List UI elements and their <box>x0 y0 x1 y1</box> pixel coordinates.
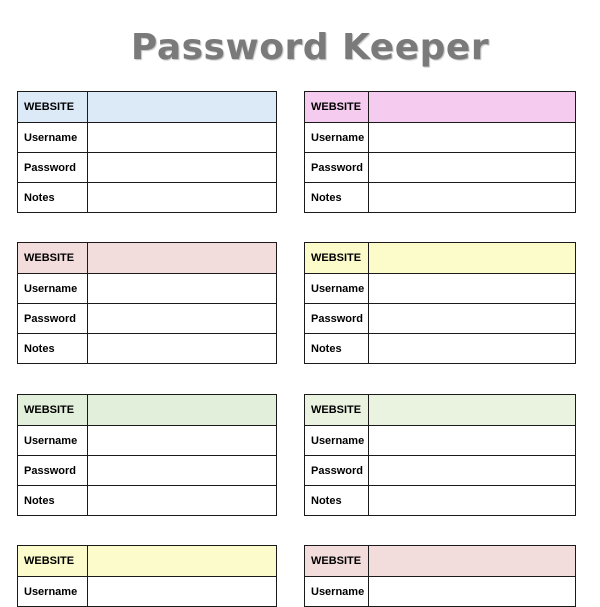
username-row <box>305 273 575 303</box>
password-label: Password <box>305 304 369 333</box>
username-field[interactable] <box>88 123 276 152</box>
website-field[interactable] <box>369 243 575 273</box>
password-field[interactable] <box>88 304 276 333</box>
notes-label: Notes <box>305 486 369 515</box>
website-label: WEBSITE <box>305 546 369 576</box>
username-label: Username <box>18 426 88 455</box>
website-label: WEBSITE <box>18 243 88 273</box>
website-field[interactable] <box>88 546 276 576</box>
username-field[interactable] <box>369 274 575 303</box>
password-field[interactable] <box>369 304 575 333</box>
notes-row <box>305 333 575 363</box>
notes-field[interactable] <box>88 183 276 212</box>
notes-field[interactable] <box>369 486 575 515</box>
website-field[interactable] <box>88 92 276 122</box>
website-row <box>305 92 575 122</box>
website-field[interactable] <box>88 395 276 425</box>
password-row <box>18 303 276 333</box>
username-row <box>305 576 575 606</box>
website-label: WEBSITE <box>305 92 369 122</box>
password-row <box>305 455 575 485</box>
notes-field[interactable] <box>369 183 575 212</box>
password-field[interactable] <box>88 153 276 182</box>
username-label: Username <box>18 274 88 303</box>
username-label: Username <box>305 274 369 303</box>
username-row <box>18 273 276 303</box>
username-label: Username <box>305 577 369 606</box>
password-field[interactable] <box>369 153 575 182</box>
notes-label: Notes <box>18 486 88 515</box>
notes-row <box>305 182 575 212</box>
notes-field[interactable] <box>369 334 575 363</box>
password-entry-card <box>17 242 277 364</box>
website-row <box>305 546 575 576</box>
website-label: WEBSITE <box>305 243 369 273</box>
password-row <box>18 455 276 485</box>
notes-field[interactable] <box>88 486 276 515</box>
password-entry-card <box>304 91 576 213</box>
password-label: Password <box>305 153 369 182</box>
website-row <box>18 395 276 425</box>
password-entry-card <box>304 394 576 516</box>
username-label: Username <box>305 123 369 152</box>
username-row <box>18 122 276 152</box>
username-field[interactable] <box>369 123 575 152</box>
website-field[interactable] <box>369 395 575 425</box>
username-field[interactable] <box>369 577 575 606</box>
password-row <box>305 152 575 182</box>
website-label: WEBSITE <box>305 395 369 425</box>
website-row <box>18 243 276 273</box>
username-label: Username <box>18 577 88 606</box>
notes-row <box>18 485 276 515</box>
username-label: Username <box>18 123 88 152</box>
username-row <box>18 576 276 606</box>
website-field[interactable] <box>369 546 575 576</box>
password-field[interactable] <box>88 456 276 485</box>
password-label: Password <box>305 456 369 485</box>
username-row <box>305 425 575 455</box>
password-entry-card <box>17 394 277 516</box>
password-entry-card <box>304 242 576 364</box>
password-label: Password <box>18 304 88 333</box>
username-field[interactable] <box>88 426 276 455</box>
username-field[interactable] <box>369 426 575 455</box>
password-label: Password <box>18 456 88 485</box>
password-row <box>18 152 276 182</box>
password-label: Password <box>18 153 88 182</box>
notes-label: Notes <box>18 334 88 363</box>
username-field[interactable] <box>88 577 276 606</box>
website-label: WEBSITE <box>18 546 88 576</box>
password-entry-card <box>17 545 277 607</box>
username-label: Username <box>305 426 369 455</box>
password-entry-card <box>17 91 277 213</box>
notes-row <box>18 333 276 363</box>
notes-label: Notes <box>305 334 369 363</box>
notes-label: Notes <box>18 183 88 212</box>
website-label: WEBSITE <box>18 395 88 425</box>
username-row <box>305 122 575 152</box>
notes-label: Notes <box>305 183 369 212</box>
password-row <box>305 303 575 333</box>
page-title: Password Keeper <box>130 27 490 68</box>
website-row <box>18 92 276 122</box>
username-row <box>18 425 276 455</box>
website-label: WEBSITE <box>18 92 88 122</box>
username-field[interactable] <box>88 274 276 303</box>
notes-field[interactable] <box>88 334 276 363</box>
website-row <box>305 243 575 273</box>
notes-row <box>18 182 276 212</box>
website-row <box>18 546 276 576</box>
password-entry-card <box>304 545 576 607</box>
website-field[interactable] <box>369 92 575 122</box>
website-field[interactable] <box>88 243 276 273</box>
website-row <box>305 395 575 425</box>
notes-row <box>305 485 575 515</box>
password-field[interactable] <box>369 456 575 485</box>
